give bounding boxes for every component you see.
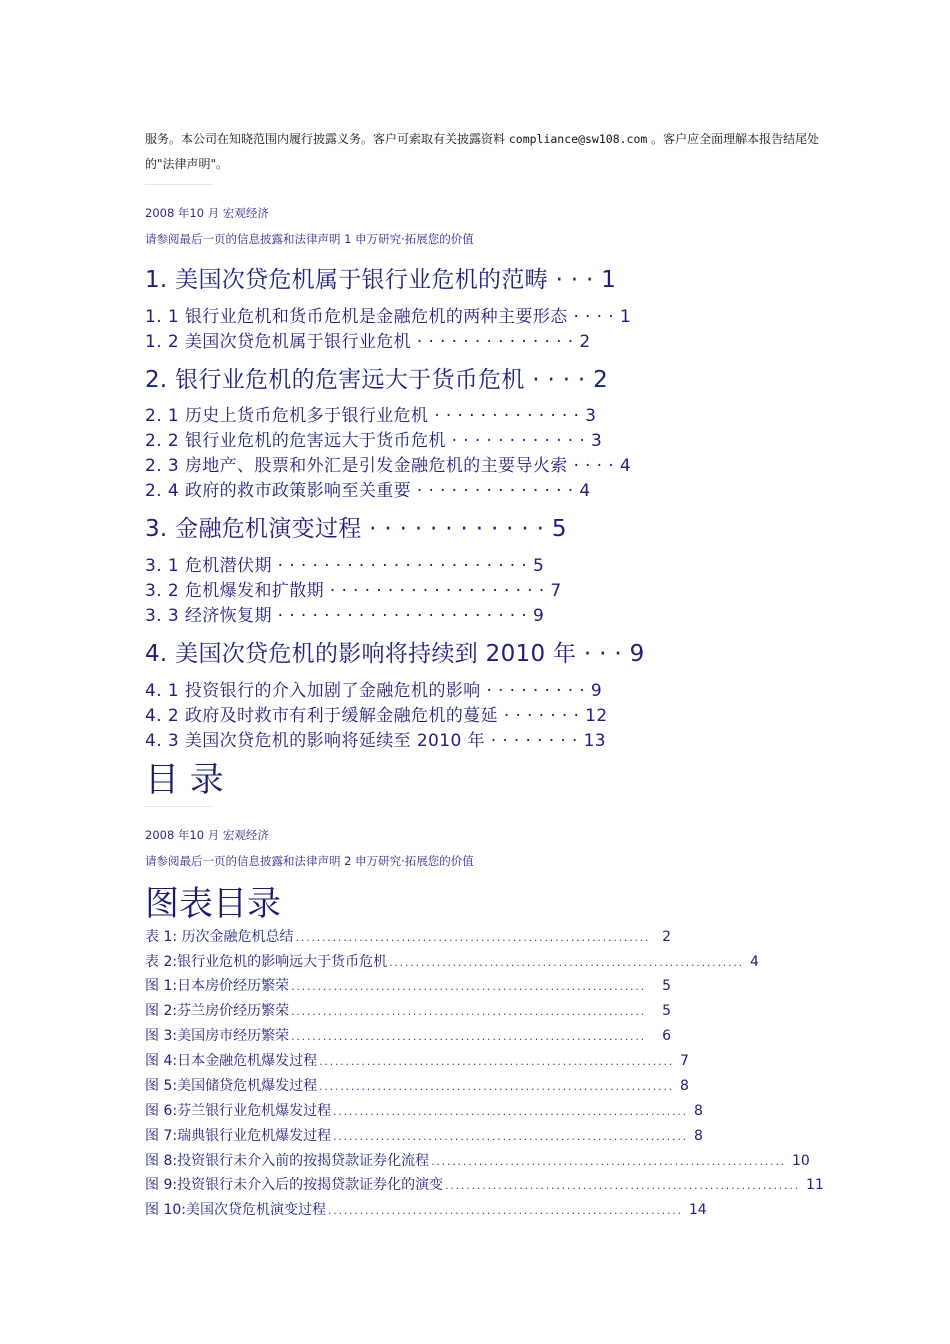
leader-dots: ...................................................................: [319, 1080, 674, 1093]
toc-item-4-3[interactable]: 4. 3 美国次贷危机的影响将延续至 2010 年 · · · · · · · · 13: [145, 731, 607, 751]
figure-page: 8: [693, 1128, 703, 1144]
figure-label: 图 9:投资银行未介入后的按揭贷款证券化的演变: [145, 1177, 444, 1193]
figure-label: 图 4:日本金融危机爆发过程: [145, 1053, 318, 1069]
figure-list-item[interactable]: [145, 975, 671, 995]
leader-dots: ...................................................................: [431, 1155, 786, 1168]
figure-label: 图 3:美国房市经历繁荣: [145, 1028, 290, 1044]
leader-dots: ...................................................................: [389, 956, 744, 969]
compliance-email[interactable]: compliance@sw108.com: [508, 132, 648, 146]
figure-page: 5: [662, 1003, 671, 1019]
toc-item-3-1[interactable]: 3. 1 危机潜伏期 · · · · · · · · · · · · · · · · · · · · · · 5: [145, 556, 545, 576]
leader-dots: ...................................................................: [291, 980, 646, 993]
figure-label: 表 2:银行业危机的影响远大于货币危机: [145, 954, 388, 970]
figure-label: 图 10:美国次贷危机演变过程: [145, 1202, 326, 1218]
figure-page: 6: [662, 1028, 671, 1044]
disclaimer-line-1: [145, 130, 819, 147]
leader-dots: ...................................................................: [333, 1105, 688, 1118]
leader-dots: ...................................................................: [291, 1005, 646, 1018]
report-date: 2008 年10 月 宏观经济: [145, 206, 269, 220]
figure-label: 图 5:美国储贷危机爆发过程: [145, 1078, 318, 1094]
leader-dots: ...................................................................: [291, 1030, 646, 1043]
disclosure-notice: 请参阅最后一页的信息披露和法律声明 2 申万研究·拓展您的价值: [145, 854, 474, 868]
toc-item-2-3[interactable]: 2. 3 房地产、股票和外汇是引发金融危机的主要导火索 · · · · 4: [145, 456, 632, 476]
figure-label: 图 8:投资银行未介入前的按揭贷款证券化流程: [145, 1153, 430, 1169]
figure-page: 5: [662, 978, 671, 994]
toc-section-2[interactable]: 2. 银行业危机的危害远大于货币危机 · · · · 2: [145, 367, 609, 393]
figure-list-item[interactable]: [145, 1199, 707, 1219]
disclaimer-line-2: 的"法律声明"。: [145, 157, 229, 171]
figure-list-item[interactable]: [145, 951, 759, 971]
toc-item-3-2[interactable]: 3. 2 危机爆发和扩散期 · · · · · · · · · · · · · · · · · · · 7: [145, 581, 562, 601]
leader-dots: ...................................................................: [319, 1055, 674, 1068]
figures-title: 图表目录: [145, 884, 281, 924]
toc-item-2-4[interactable]: 2. 4 政府的救市政策影响至关重要 · · · · · · · · · · · · · · 4: [145, 481, 591, 501]
divider: [145, 806, 213, 807]
figure-list-item[interactable]: [145, 1174, 824, 1194]
leader-dots: ...................................................................: [333, 1130, 688, 1143]
figure-list-item[interactable]: [145, 1025, 671, 1045]
figure-list-item[interactable]: [145, 1125, 703, 1145]
leader-dots: ...................................................................: [445, 1179, 800, 1192]
leader-dots: ...................................................................: [327, 1204, 683, 1217]
toc-section-4[interactable]: 4. 美国次贷危机的影响将持续到 2010 年 · · · 9: [145, 641, 645, 667]
figure-page: 8: [679, 1078, 689, 1094]
figure-page: 8: [693, 1103, 703, 1119]
figure-label: 图 6:芬兰银行业危机爆发过程: [145, 1103, 332, 1119]
figure-page: 11: [805, 1177, 824, 1193]
toc-item-1-2[interactable]: 1. 2 美国次贷危机属于银行业危机 · · · · · · · · · · · · · · 2: [145, 332, 591, 352]
disclosure-notice: 请参阅最后一页的信息披露和法律声明 1 申万研究·拓展您的价值: [145, 232, 474, 246]
figure-list-item[interactable]: [145, 1050, 689, 1070]
figure-label: 图 1:日本房价经历繁荣: [145, 978, 290, 994]
figure-list-item[interactable]: [145, 926, 671, 946]
figure-label: 图 7:瑞典银行业危机爆发过程: [145, 1128, 332, 1144]
disclaimer-text: 服务。本公司在知晓范围内履行披露义务。客户可索取有关披露资料: [145, 132, 506, 146]
contents-title: 目 录: [145, 760, 224, 800]
figure-page: 2: [662, 929, 671, 945]
figure-list-item[interactable]: [145, 1075, 689, 1095]
toc-item-1-1[interactable]: 1. 1 银行业危机和货币危机是金融危机的两种主要形态 · · · · 1: [145, 307, 632, 327]
figure-list-item[interactable]: [145, 1100, 703, 1120]
toc-item-3-3[interactable]: 3. 3 经济恢复期 · · · · · · · · · · · · · · · · · · · · · · 9: [145, 606, 545, 626]
toc-section-3[interactable]: 3. 金融危机演变过程 · · · · · · · · · · · · 5: [145, 516, 567, 542]
toc-section-1[interactable]: 1. 美国次贷危机属于银行业危机的范畴 · · · 1: [145, 267, 617, 293]
figure-label: 图 2:芬兰房价经历繁荣: [145, 1003, 290, 1019]
figure-label: 表 1: 历次金融危机总结: [145, 929, 294, 945]
figure-page: 14: [688, 1202, 707, 1218]
figure-page: 7: [679, 1053, 689, 1069]
toc-item-4-1[interactable]: 4. 1 投资银行的介入加剧了金融危机的影响 · · · · · · · · · 9: [145, 681, 603, 701]
toc-item-2-2[interactable]: 2. 2 银行业危机的危害远大于货币危机 · · · · · · · · · · · · 3: [145, 431, 603, 451]
figure-page: 10: [791, 1153, 810, 1169]
leader-dots: ...................................................................: [295, 931, 651, 944]
divider: [145, 184, 213, 185]
disclaimer-text-tail: 。客户应全面理解本报告结尾处: [651, 132, 820, 146]
toc-item-4-2[interactable]: 4. 2 政府及时救市有利于缓解金融危机的蔓延 · · · · · · · 12: [145, 706, 608, 726]
toc-item-2-1[interactable]: 2. 1 历史上货币危机多于银行业危机 · · · · · · · · · · · · · 3: [145, 406, 597, 426]
figure-page: 4: [749, 954, 759, 970]
figure-list-item[interactable]: [145, 1150, 810, 1170]
report-date: 2008 年10 月 宏观经济: [145, 828, 269, 842]
figure-list-item[interactable]: [145, 1000, 671, 1020]
